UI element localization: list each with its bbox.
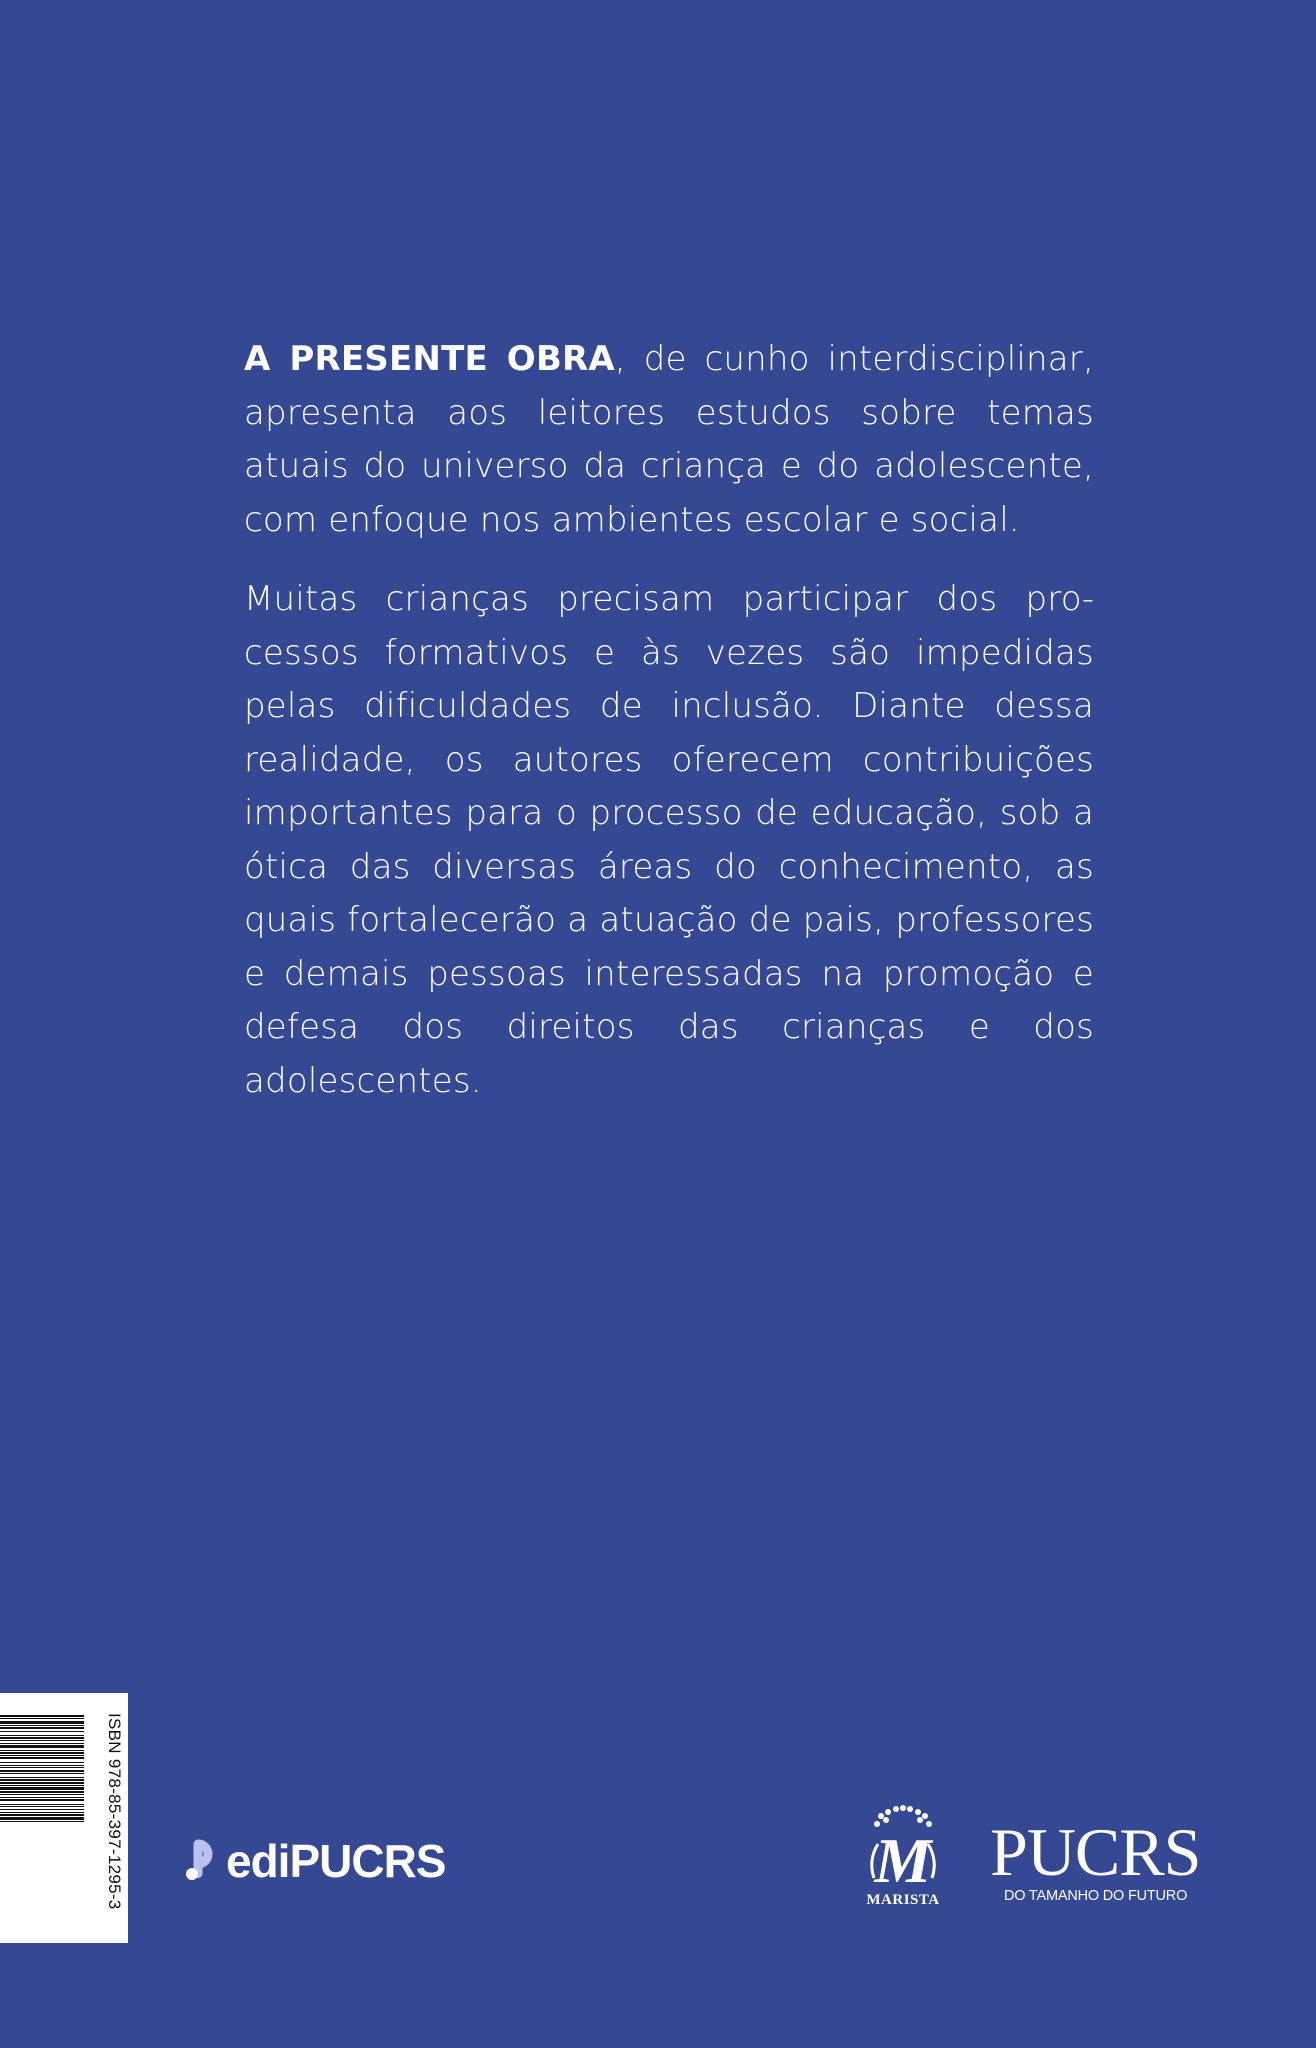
blurb-paragraph-1 [244,333,1094,547]
blurb-lead: A PRESENTE OBRA [244,339,615,379]
pucrs-name: PUCRS [990,1814,1201,1890]
blurb-paragraph-2: Muitas crianças precisam participar dos processos formativos e às vezes são impedidas pelas dificuldades de inclusão. Diante dessa realidade, os autores oferecem contribuições importantes para o processo de educação, sob a ótica das diversas áreas do conhecimento, as quais fortalecerão a atuação de pais, professores e demais pessoas interessadas na promoção e defesa dos direitos das crianças e dos adolescentes. [244,579,1094,1101]
edipucrs-mark-icon [184,1830,224,1892]
marista-logo [858,1802,948,1912]
marista-name: MARISTA [866,1892,940,1908]
edipucrs-name: ediPUCRS [226,1835,446,1887]
back-cover-blurb [244,333,1094,1134]
isbn-label: ISBN 978-85-397-1295-3 [105,1713,124,1910]
barcode-bars [0,1715,84,1915]
marista-emblem-icon [858,1802,948,1892]
pucrs-tagline: DO TAMANHO DO FUTURO [1004,1888,1188,1904]
barcode-bar [0,1822,84,1824]
pucrs-logo [990,1814,1220,1904]
edipucrs-logo [184,1826,445,1896]
blurb-paragraph-1-text: , de cunho interdisciplinar, apresenta aos leitores estudos sobre temas atuais do universo da criança e do adolescente, com enfoque nos ambientes escolar e social. [244,339,1094,540]
svg-text:M: M [874,1825,932,1892]
barcode [0,1693,128,1943]
